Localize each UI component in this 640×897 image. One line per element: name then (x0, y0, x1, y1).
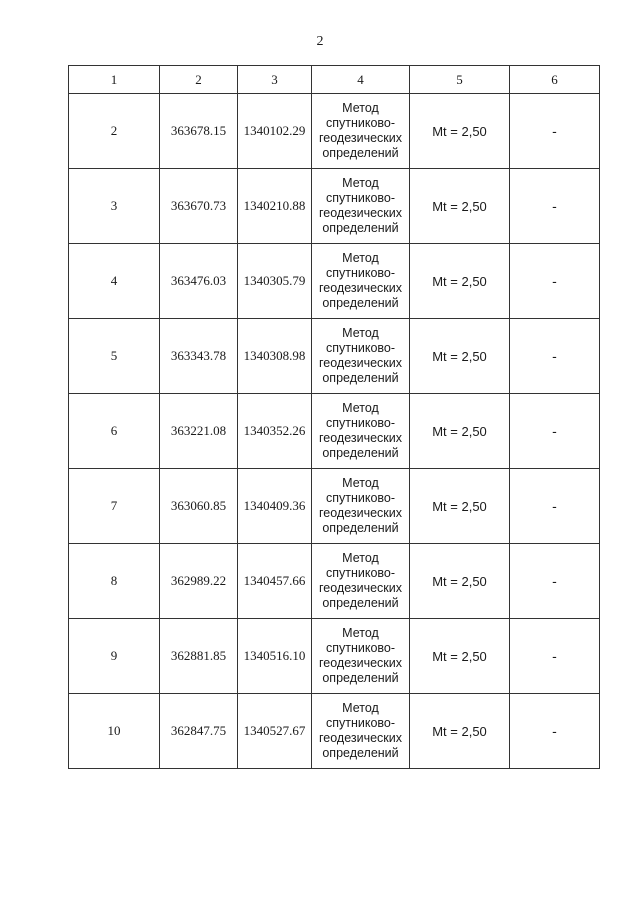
table-row (69, 169, 600, 244)
x-coordinate-cell: 363670.73 (160, 169, 238, 244)
accuracy-cell: Mt = 2,50 (410, 244, 510, 319)
x-coordinate-cell: 362847.75 (160, 694, 238, 769)
note-cell: - (510, 319, 600, 394)
accuracy-cell: Mt = 2,50 (410, 544, 510, 619)
note-cell: - (510, 619, 600, 694)
note-cell: - (510, 169, 600, 244)
header-col-3: 3 (238, 66, 312, 94)
x-coordinate-cell: 363343.78 (160, 319, 238, 394)
table-row (69, 544, 600, 619)
method-cell: Метод спутниково- геодезических определений (312, 694, 410, 769)
x-coordinate-cell: 362989.22 (160, 544, 238, 619)
method-cell: Метод спутниково- геодезических определений (312, 544, 410, 619)
page-number: 2 (316, 34, 324, 49)
accuracy-cell: Mt = 2,50 (410, 694, 510, 769)
note-cell: - (510, 94, 600, 169)
header-col-5: 5 (410, 66, 510, 94)
method-cell: Метод спутниково- геодезических определений (312, 619, 410, 694)
header-col-4: 4 (312, 66, 410, 94)
accuracy-cell: Mt = 2,50 (410, 469, 510, 544)
point-number-cell: 2 (69, 94, 160, 169)
note-cell: - (510, 394, 600, 469)
x-coordinate-cell: 363678.15 (160, 94, 238, 169)
y-coordinate-cell: 1340102.29 (238, 94, 312, 169)
point-number-cell: 6 (69, 394, 160, 469)
y-coordinate-cell: 1340409.36 (238, 469, 312, 544)
accuracy-cell: Mt = 2,50 (410, 169, 510, 244)
accuracy-cell: Mt = 2,50 (410, 94, 510, 169)
point-number-cell: 8 (69, 544, 160, 619)
y-coordinate-cell: 1340308.98 (238, 319, 312, 394)
header-col-1: 1 (69, 66, 160, 94)
accuracy-cell: Mt = 2,50 (410, 319, 510, 394)
method-cell: Метод спутниково- геодезических определений (312, 244, 410, 319)
table-row (69, 94, 600, 169)
y-coordinate-cell: 1340457.66 (238, 544, 312, 619)
method-cell: Метод спутниково- геодезических определений (312, 94, 410, 169)
table-row (69, 694, 600, 769)
y-coordinate-cell: 1340352.26 (238, 394, 312, 469)
point-number-cell: 3 (69, 169, 160, 244)
point-number-cell: 5 (69, 319, 160, 394)
table-row (69, 319, 600, 394)
header-col-2: 2 (160, 66, 238, 94)
header-row (69, 66, 600, 94)
y-coordinate-cell: 1340527.67 (238, 694, 312, 769)
x-coordinate-cell: 363221.08 (160, 394, 238, 469)
y-coordinate-cell: 1340210.88 (238, 169, 312, 244)
accuracy-cell: Mt = 2,50 (410, 394, 510, 469)
point-number-cell: 9 (69, 619, 160, 694)
point-number-cell: 4 (69, 244, 160, 319)
header-col-6: 6 (510, 66, 600, 94)
table-row (69, 244, 600, 319)
point-number-cell: 7 (69, 469, 160, 544)
table-row (69, 394, 600, 469)
table-row (69, 619, 600, 694)
method-cell: Метод спутниково- геодезических определений (312, 394, 410, 469)
note-cell: - (510, 544, 600, 619)
x-coordinate-cell: 362881.85 (160, 619, 238, 694)
y-coordinate-cell: 1340305.79 (238, 244, 312, 319)
coordinates-table (68, 65, 600, 769)
accuracy-cell: Mt = 2,50 (410, 619, 510, 694)
table-row (69, 469, 600, 544)
note-cell: - (510, 244, 600, 319)
x-coordinate-cell: 363476.03 (160, 244, 238, 319)
method-cell: Метод спутниково- геодезических определений (312, 319, 410, 394)
method-cell: Метод спутниково- геодезических определений (312, 169, 410, 244)
note-cell: - (510, 469, 600, 544)
point-number-cell: 10 (69, 694, 160, 769)
note-cell: - (510, 694, 600, 769)
method-cell: Метод спутниково- геодезических определений (312, 469, 410, 544)
x-coordinate-cell: 363060.85 (160, 469, 238, 544)
y-coordinate-cell: 1340516.10 (238, 619, 312, 694)
